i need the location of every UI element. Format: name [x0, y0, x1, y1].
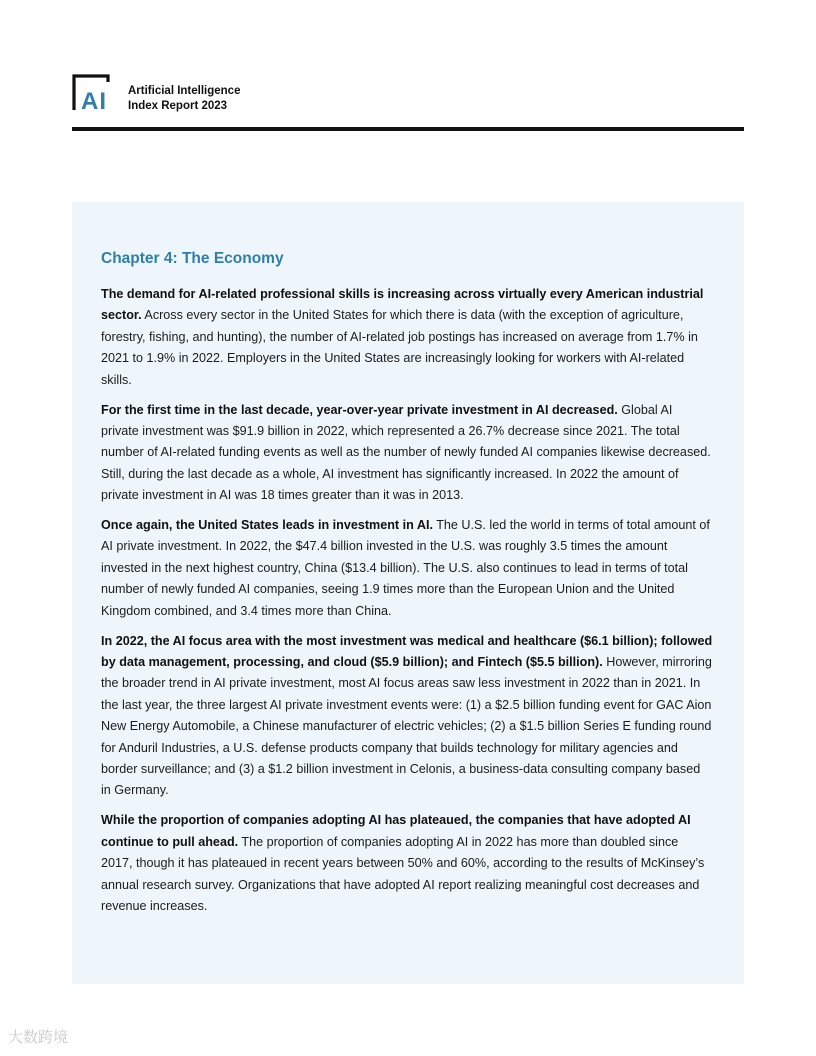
paragraph-lead: For the first time in the last decade, year-over-year private investment in AI decreased. [101, 402, 618, 417]
paragraph-text: The proportion of companies adopting AI in 2022 has more than doubled since 2017, though it has plateaued in recent years between 50% and 60%, according to the results of McKinsey’s annual research survey. Organizations that have adopted AI report realizing meaningful cost decreases and revenue increases. [101, 834, 705, 913]
paragraph [101, 284, 713, 391]
summary-panel [72, 202, 744, 984]
paragraph-text: Across every sector in the United States for which there is data (with the exception of agriculture, forestry, fishing, and hunting), the number of AI-related job postings has increased on average from 1.7% in 2021 to 1.9% in 2022. Employers in the United States are increasingly looking for workers with AI-related skills. [101, 308, 698, 387]
ai-index-logo [72, 72, 116, 112]
paragraph-text: However, mirroring the broader trend in AI private investment, most AI focus areas saw less investment in 2022 than in 2021. In the last year, the three largest AI private investment events were: (1) a $2.5 billion funding event for GAC Aion New Energy Automobile, a Chinese manufacturer of electric vehicles; (2) a $1.5 billion Series E funding round for Anduril Industries, a U.S. defense products company that builds technology for military agencies and border surveillance; and (3) a $1.2 billion investment in Celonis, a business-data consulting company based in Germany. [101, 655, 712, 798]
paragraph [101, 810, 713, 917]
paragraph-text: Global AI private investment was $91.9 billion in 2022, which represented a 26.7% decrease since 2021. The total number of AI-related funding events as well as the number of newly funded AI companies likewise decreased. Still, during the last decade as a whole, AI investment has significantly increased. In 2022 the amount of private investment in AI was 18 times greater than it was in 2013. [101, 402, 711, 503]
paragraph [101, 515, 713, 622]
report-title [128, 84, 240, 114]
summary-body [101, 284, 713, 926]
header-divider [72, 127, 744, 131]
paragraph-lead: Once again, the United States leads in investment in AI. [101, 518, 433, 533]
paragraph [101, 631, 713, 802]
paragraph-lead: While the proportion of companies adopting AI has plateaued, the companies that have adopted AI continue to pull ahead. [101, 813, 691, 849]
paragraph-text: The U.S. led the world in terms of total amount of AI private investment. In 2022, the $47.4 billion invested in the U.S. was roughly 3.5 times the amount invested in the next highest country, China ($13.4 billion). The U.S. also continues to lead in terms of total number of newly funded AI companies, seeing 1.9 times more than the European Union and the United Kingdom combined, and 3.4 times more than China. [101, 518, 710, 618]
report-header [72, 70, 744, 130]
paragraph [101, 400, 713, 507]
paragraph-lead: The demand for AI-related professional skills is increasing across virtually every American industrial sector. [101, 287, 704, 323]
paragraph-lead: In 2022, the AI focus area with the most investment was medical and healthcare ($6.1 billion); followed by data management, processing, and cloud ($5.9 billion); and Fintech ($5.5 billion). [101, 633, 713, 669]
logo-text: AI [81, 88, 107, 112]
report-title-line2: Index Report 2023 [128, 100, 228, 112]
report-title-line1: Artificial Intelligence [128, 85, 241, 97]
watermark: 大数跨境 [8, 1029, 69, 1046]
chapter-title: Chapter 4: The Economy [101, 250, 284, 267]
